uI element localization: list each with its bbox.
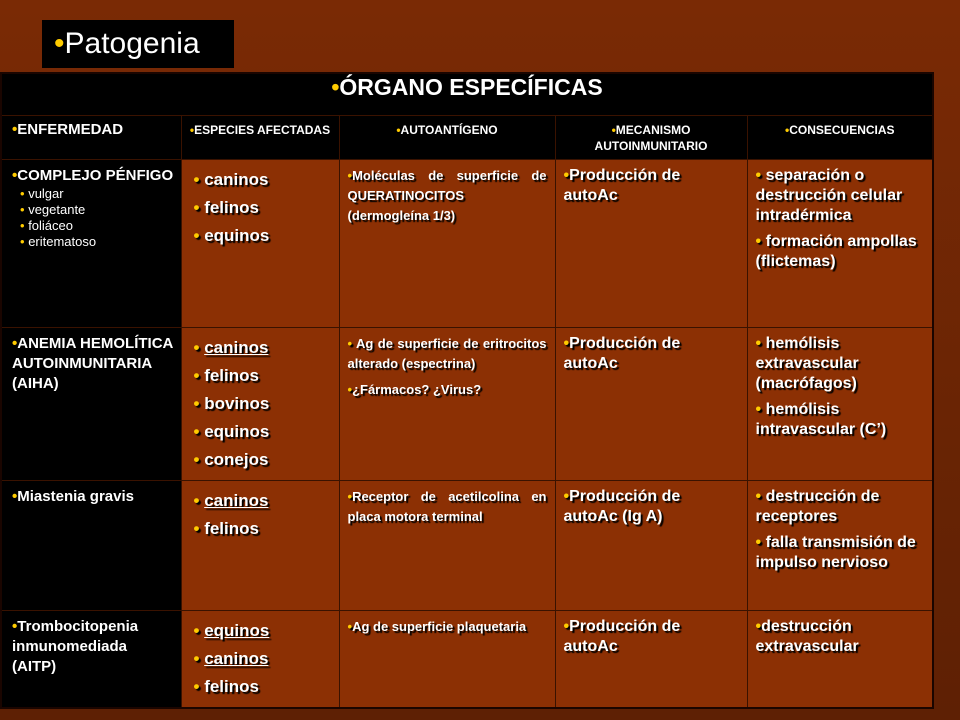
bullet-icon: • [193, 365, 200, 385]
bullet-icon: • [193, 676, 200, 696]
table-heading-cell [1, 73, 933, 115]
bullet-icon: • [12, 617, 18, 635]
disease-subtype: • foliáceo [20, 217, 73, 233]
bullet-icon: • [347, 335, 353, 351]
bullet-icon: • [563, 166, 570, 184]
table-row [1, 327, 933, 480]
mechanism-text: Producción de autoAc [563, 166, 681, 204]
mechanism-cell [555, 327, 747, 480]
table-row [1, 480, 933, 610]
column-header-row [1, 115, 933, 159]
bullet-icon: • [784, 122, 790, 137]
bullet-icon: • [755, 617, 762, 635]
species-item: • conejos [193, 449, 269, 469]
bullet-icon: • [563, 334, 570, 352]
bullet-icon: • [347, 167, 353, 183]
bullet-icon: • [755, 487, 762, 505]
autoantigen-item: •Ag de superficie plaquetaria [347, 618, 527, 634]
species-cell [181, 327, 339, 480]
autoantigen-item: •Receptor de acetilcolina en placa motora terminal [347, 488, 547, 524]
bullet-icon: • [20, 217, 25, 233]
table-heading-row [1, 73, 933, 115]
consequence-item: • falla transmisión de impulso nervioso [755, 533, 916, 571]
autoantigen-cell [339, 610, 555, 708]
consequences-cell [747, 159, 933, 327]
bullet-icon: • [12, 334, 18, 352]
slide-title-box [42, 20, 234, 68]
disease-name: Miastenia gravis [17, 487, 134, 505]
autoantigen-item: •Moléculas de superficie de QUERATINOCITOS (dermogleína 1/3) [347, 167, 547, 223]
disease-cell [1, 610, 181, 708]
consequence-item: • hemólisis intravascular (C’) [755, 400, 887, 438]
bullet-icon: • [347, 381, 353, 397]
bullet-icon: • [193, 225, 200, 245]
species-item: • felinos [193, 518, 259, 538]
bullet-icon: • [20, 201, 25, 217]
bullet-icon: • [611, 122, 616, 137]
mechanism-text: Producción de autoAc (Ig A) [563, 487, 681, 525]
mechanism-cell [555, 610, 747, 708]
species-item: • equinos [193, 225, 270, 245]
consequences-cell [747, 480, 933, 610]
species-item: • bovinos [193, 393, 270, 413]
species-item: • felinos [193, 676, 259, 696]
autoantigen-cell [339, 480, 555, 610]
species-item: • caninos [193, 169, 269, 189]
bullet-icon: • [54, 27, 65, 60]
species-item: • caninos [193, 490, 269, 510]
table-row [1, 159, 933, 327]
consequence-item: • separación o destrucción celular intradérmica [755, 166, 903, 224]
bullet-icon: • [193, 421, 200, 441]
disease-subtype: • vulgar [20, 185, 64, 201]
mechanism-text: Producción de autoAc [563, 334, 681, 372]
table-row [1, 610, 933, 708]
table-heading: ÓRGANO ESPECÍFICAS [339, 74, 603, 100]
autoantigen-cell [339, 327, 555, 480]
bullet-icon: • [12, 166, 18, 184]
disease-cell [1, 159, 181, 327]
disease-name: Trombocitopenia inmunomediada (AITP) [12, 617, 139, 675]
bullet-icon: • [193, 337, 200, 357]
species-item: • felinos [193, 365, 259, 385]
disease-name: COMPLEJO PÉNFIGO [17, 166, 174, 184]
consequence-item: • destrucción de receptores [755, 487, 880, 525]
species-item: • equinos [193, 620, 270, 640]
bullet-icon: • [193, 393, 200, 413]
column-header-autoantigen: •AUTOANTÍGENO [339, 115, 555, 159]
slide-title: Patogenia [64, 27, 200, 60]
bullet-icon: • [396, 122, 401, 137]
column-header-consequences: •CONSECUENCIAS [747, 115, 933, 159]
species-cell [181, 610, 339, 708]
bullet-icon: • [193, 620, 200, 640]
autoantigen-cell [339, 159, 555, 327]
bullet-icon: • [12, 487, 18, 505]
bullet-icon: • [193, 648, 200, 668]
consequence-item: • formación ampollas (flictemas) [755, 232, 917, 270]
disease-name: ANEMIA HEMOLÍTICA AUTOINMUNITARIA (AIHA) [12, 334, 173, 392]
bullet-icon: • [563, 487, 570, 505]
disease-subtype: • vegetante [20, 201, 86, 217]
bullet-icon: • [12, 120, 18, 138]
consequences-cell [747, 327, 933, 480]
bullet-icon: • [20, 185, 25, 201]
column-header-species: •ESPECIES AFECTADAS [181, 115, 339, 159]
disease-cell [1, 327, 181, 480]
consequences-cell [747, 610, 933, 708]
bullet-icon: • [755, 533, 762, 551]
species-cell [181, 480, 339, 610]
species-item: • caninos [193, 337, 269, 357]
bullet-icon: • [193, 197, 200, 217]
column-header-mechanism: •MECANISMO AUTOINMUNITARIO [555, 115, 747, 159]
column-header-disease: •ENFERMEDAD [1, 115, 181, 159]
bullet-icon: • [755, 400, 762, 418]
organ-specific-table [0, 72, 934, 709]
consequence-item: • hemólisis extravascular (macrófagos) [755, 334, 859, 392]
consequence-item: •destrucción extravascular [755, 617, 859, 655]
bullet-icon: • [347, 618, 353, 634]
bullet-icon: • [563, 617, 570, 635]
bullet-icon: • [755, 232, 762, 250]
mechanism-cell [555, 159, 747, 327]
autoantigen-item: • Ag de superficie de eritrocitos alterado (espectrina) [347, 335, 547, 371]
mechanism-cell [555, 480, 747, 610]
species-item: • equinos [193, 421, 270, 441]
species-item: • felinos [193, 197, 259, 217]
bullet-icon: • [189, 122, 195, 137]
bullet-icon: • [755, 166, 762, 184]
bullet-icon: • [193, 449, 200, 469]
bullet-icon: • [193, 518, 200, 538]
bullet-icon: • [20, 233, 25, 249]
bullet-icon: • [193, 169, 200, 189]
disease-subtype: • eritematoso [20, 233, 97, 249]
bullet-icon: • [755, 334, 762, 352]
mechanism-text: Producción de autoAc [563, 617, 681, 655]
bullet-icon: • [347, 488, 353, 504]
species-cell [181, 159, 339, 327]
autoantigen-item: •¿Fármacos? ¿Virus? [347, 381, 482, 397]
disease-cell [1, 480, 181, 610]
bullet-icon: • [193, 490, 200, 510]
bullet-icon: • [331, 74, 340, 100]
species-item: • caninos [193, 648, 269, 668]
